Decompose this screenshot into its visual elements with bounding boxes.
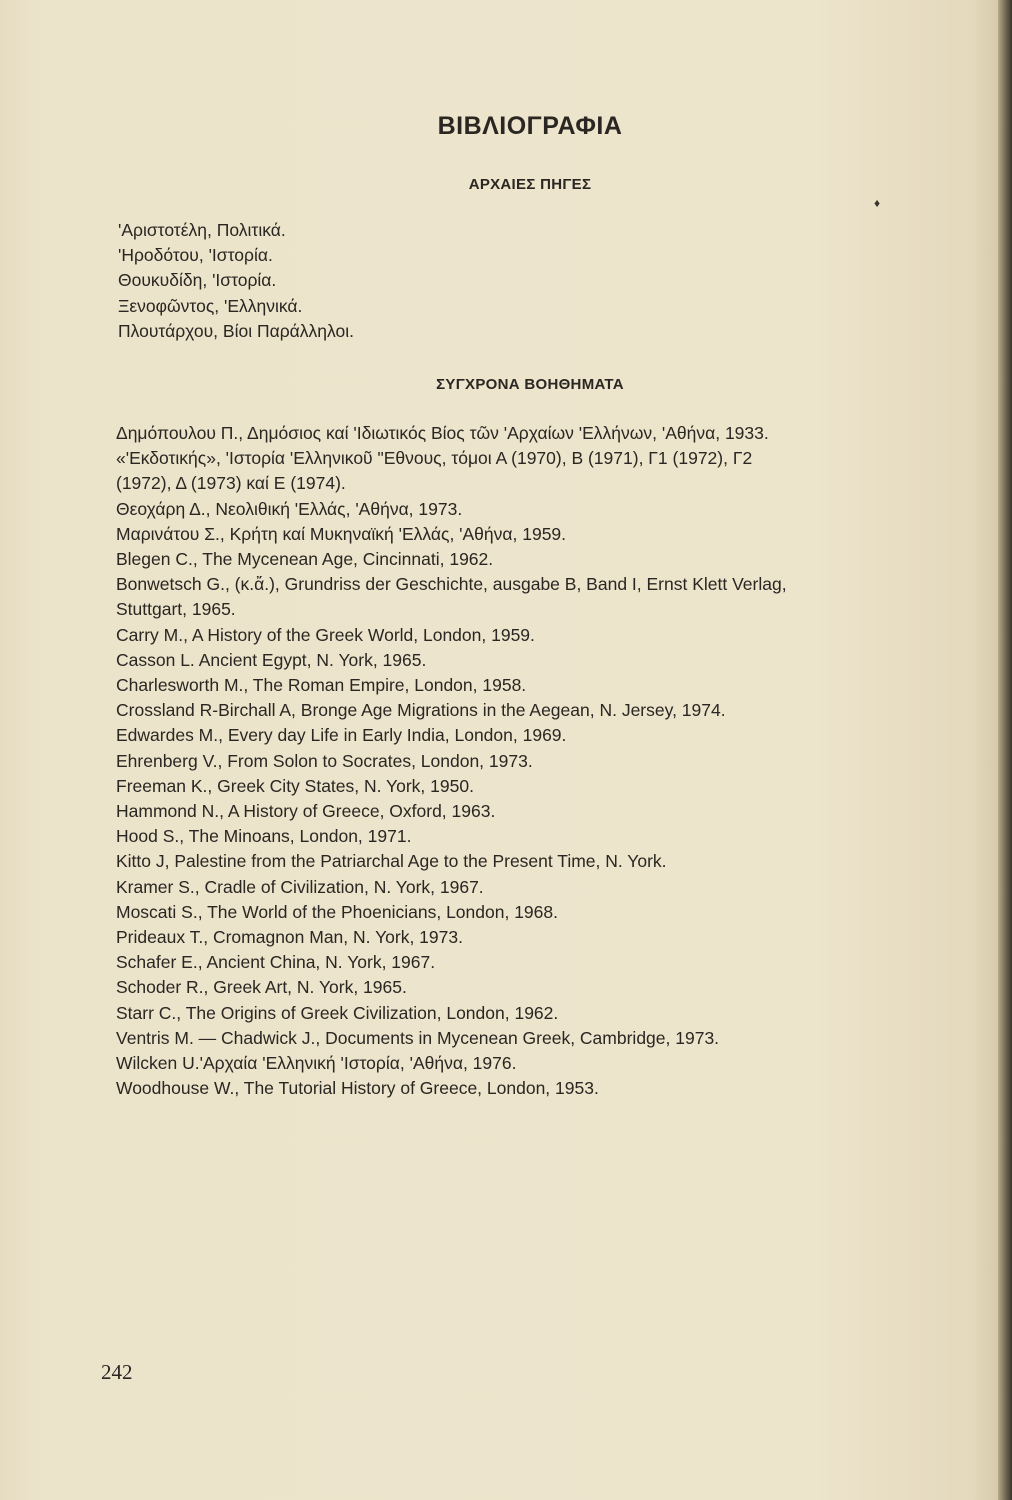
list-item: 'Αριστοτέλη, Πολιτικά. xyxy=(118,220,286,240)
page-number: 242 xyxy=(101,1360,133,1384)
list-item: Blegen C., The Mycenean Age, Cincinnati, 1962. xyxy=(116,549,494,570)
list-item: Ventris M. — Chadwick J., Documents in Mycenean Greek, Cambridge, 1973. xyxy=(116,1027,720,1048)
list-item: (1972), Δ (1973) καί Ε (1974). xyxy=(116,473,346,494)
list-item: «'Εκδοτικής», 'Ιστορία 'Ελληνικοῦ "Εθνους, τόμοι Α (1970), Β (1971), Γ1 (1972), Γ2 xyxy=(116,448,753,469)
list-item: Μαρινάτου Σ., Κρήτη καί Μυκηναϊκή 'Ελλάς, 'Αθήνα, 1959. xyxy=(116,523,567,544)
ancient-sources-list xyxy=(118,218,718,344)
list-item: Kramer S., Cradle of Civilization, N. York, 1967. xyxy=(116,876,484,897)
list-item: Carry M., A History of the Greek World, London, 1959. xyxy=(116,624,535,645)
ancient-sources-heading: ΑΡΧΑΙΕΣ ΠΗΓΕΣ xyxy=(468,176,592,193)
page-binding-edge xyxy=(998,0,1012,1500)
list-item: Prideaux T., Cromagnon Man, N. York, 1973. xyxy=(116,927,463,948)
list-item: Kitto J, Palestine from the Patriarchal Age to the Present Time, N. York. xyxy=(116,851,667,872)
list-item: Casson L. Ancient Egypt, N. York, 1965. xyxy=(116,649,427,670)
list-item: Crossland R-Birchall A, Bronge Age Migrations in the Aegean, N. Jersey, 1974. xyxy=(116,700,726,721)
list-item: Bonwetsch G., (κ.ἄ.), Grundriss der Geschichte, ausgabe B, Band I, Ernst Klett Verlag, xyxy=(116,574,787,595)
list-item: Freeman K., Greek City States, N. York, 1950. xyxy=(116,775,474,796)
list-item: Starr C., The Origins of Greek Civilization, London, 1962. xyxy=(116,1002,559,1023)
list-item: Schafer E., Ancient China, N. York, 1967. xyxy=(116,952,436,973)
list-item: Πλουτάρχου, Βίοι Παράλληλοι. xyxy=(118,320,354,341)
list-item: Charlesworth M., The Roman Empire, London, 1958. xyxy=(116,675,527,696)
list-item: Moscati S., The World of the Phoenicians, London, 1968. xyxy=(116,901,558,922)
ink-mark: ♦ xyxy=(874,196,881,210)
list-item: Δημόπουλου Π., Δημόσιος καί 'Ιδιωτικός Βίος τῶν 'Αρχαίων 'Ελλήνων, 'Αθήνα, 1933. xyxy=(116,423,769,443)
list-item: Ξενοφῶντος, 'Ελληνικά. xyxy=(118,295,303,316)
list-item: Edwardes M., Every day Life in Early India, London, 1969. xyxy=(116,725,567,746)
list-item: Wilcken U.'Αρχαία 'Ελληνική 'Ιστορία, 'Αθήνα, 1976. xyxy=(116,1053,517,1074)
list-item: Woodhouse W., The Tutorial History of Greece, London, 1953. xyxy=(116,1078,599,1099)
modern-works-heading: ΣΥΓΧΡΟΝΑ ΒΟΗΘΗΜΑΤΑ xyxy=(436,376,624,393)
list-item: Θουκυδίδη, 'Ιστορία. xyxy=(118,270,277,291)
list-item: Schoder R., Greek Art, N. York, 1965. xyxy=(116,977,407,998)
list-item: Θεοχάρη Δ., Νεολιθική 'Ελλάς, 'Αθήνα, 1973. xyxy=(116,498,463,519)
list-item: Ehrenberg V., From Solon to Socrates, London, 1973. xyxy=(116,750,533,771)
list-item: Hammond N., A History of Greece, Oxford, 1963. xyxy=(116,801,496,822)
list-item: 'Ηροδότου, 'Ιστορία. xyxy=(118,245,273,266)
list-item: Hood S., The Minoans, London, 1971. xyxy=(116,826,412,847)
list-item: Stuttgart, 1965. xyxy=(116,599,236,620)
page-title: ΒΙΒΛΙΟΓΡΑΦΙΑ xyxy=(437,112,623,140)
modern-works-list xyxy=(116,421,916,1101)
